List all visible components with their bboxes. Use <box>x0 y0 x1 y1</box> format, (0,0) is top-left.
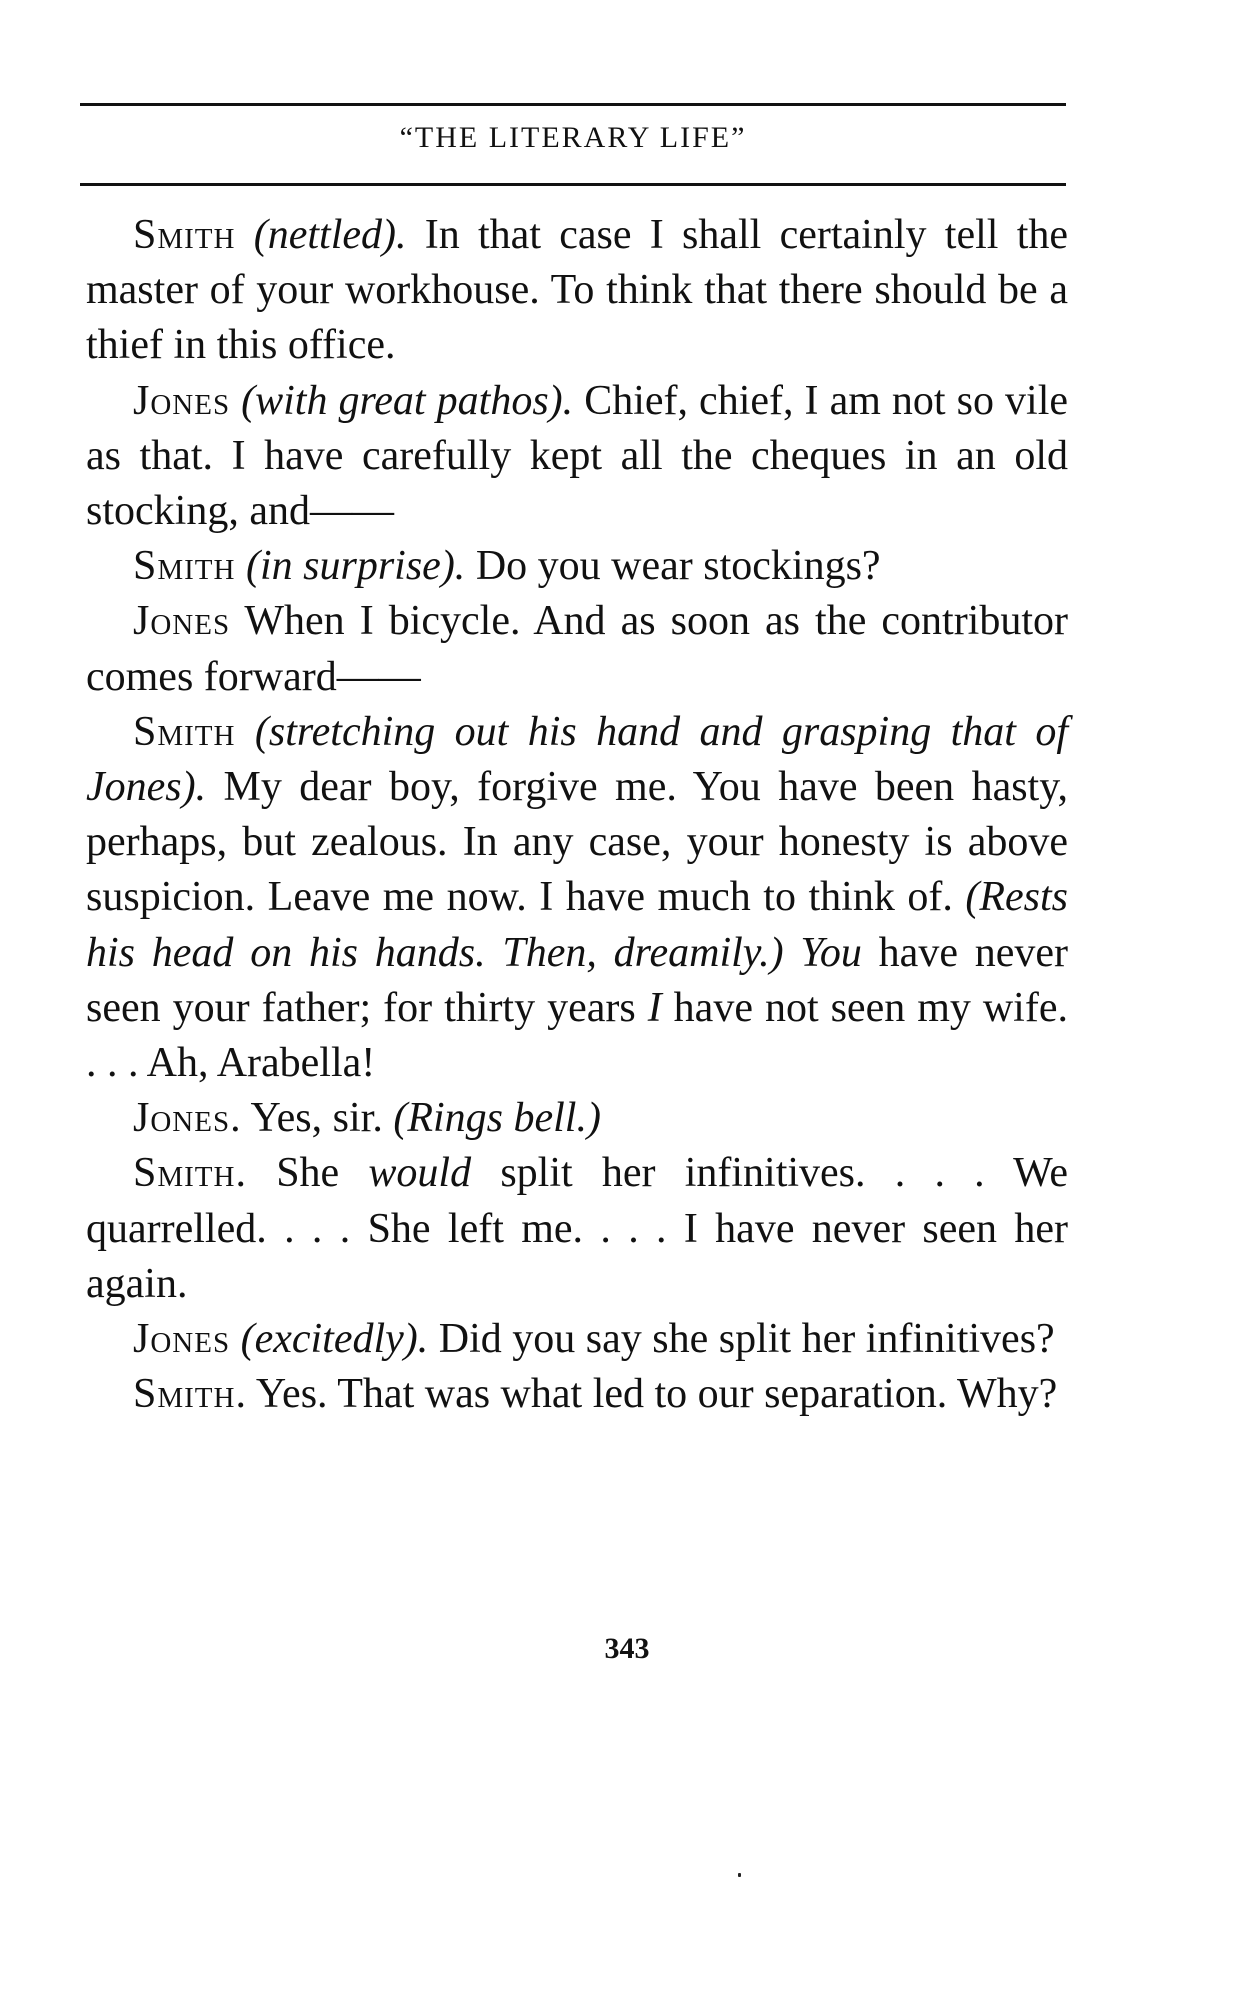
dialogue-text: split her infinitives. . . . We quarrelled. . . . She left me. . . . I have never seen her again. <box>86 1150 1069 1307</box>
dialogue-text: When I bicycle. And as soon as the contributor comes forward—— <box>86 598 1069 700</box>
header-rule-top <box>80 103 1066 106</box>
dialogue-paragraph-9 <box>86 1367 1068 1422</box>
dialogue-text: have never seen your father; for thirty years <box>86 929 1069 1031</box>
dialogue-paragraph-3 <box>86 539 1068 594</box>
dialogue-paragraph-1 <box>86 208 1068 374</box>
stage-direction: (stretching out his hand and grasping that of Jones). <box>86 708 1068 811</box>
dialogue-text: have not seen my wife. . . . Ah, Arabella! <box>86 984 1068 1087</box>
speaker-name: Smith <box>133 708 236 755</box>
dialogue-text: Yes. That was what led to our separation. Why? <box>255 1371 1058 1418</box>
speaker-name: Smith. <box>133 1150 247 1197</box>
print-speck <box>738 1873 741 1877</box>
dialogue-paragraph-5 <box>86 705 1068 1091</box>
dialogue-text: In that case I shall certainly tell the master of your workhouse. To think that there should be a thief in this office. <box>86 212 1068 369</box>
dialogue-paragraph-7 <box>86 1146 1068 1312</box>
speaker-name: Smith <box>133 543 236 590</box>
dialogue-paragraph-6 <box>86 1091 1068 1146</box>
speaker-name: Smith <box>133 212 236 258</box>
dialogue-text: She <box>276 1150 340 1197</box>
stage-direction: (Rings bell.) <box>393 1095 601 1142</box>
dialogue-text: My dear boy, forgive me. You have been hasty, perhaps, but zealous. In any case, your honesty is above suspicion. Leave me now. I have much to think of. <box>86 764 1068 921</box>
page-number: 343 <box>604 1632 650 1665</box>
dialogue-text: Did you say she split her infinitives? <box>438 1316 1055 1363</box>
stage-direction: (in surprise). <box>245 543 466 590</box>
dialogue-paragraph-8 <box>86 1312 1068 1367</box>
speaker-name: Smith. <box>133 1371 247 1418</box>
speaker-name: Jones <box>133 1316 231 1363</box>
dialogue-paragraph-4 <box>86 594 1068 704</box>
stage-direction: (with great pathos). <box>241 377 574 424</box>
running-head: “THE LITERARY LIFE” <box>399 121 747 154</box>
speaker-name: Jones <box>133 598 231 645</box>
dialogue-text: Do you wear stockings? <box>475 543 881 590</box>
emphasis: You <box>800 929 862 976</box>
emphasis: would <box>368 1150 472 1197</box>
dialogue-text: Yes, sir. <box>250 1095 383 1142</box>
stage-direction: (nettled). <box>253 212 407 258</box>
dialogue-body <box>86 208 1068 1422</box>
dialogue-text: Chief, chief, I am not so vile as that. I have carefully kept all the cheques in an old stocking, and—— <box>86 377 1069 535</box>
speaker-name: Jones <box>133 377 231 424</box>
stage-direction: (excitedly). <box>240 1316 429 1363</box>
speaker-name: Jones. <box>133 1095 242 1142</box>
emphasis: I <box>647 984 662 1031</box>
stage-direction: (Rests his head on his hands. Then, dreamily.) <box>86 874 1068 976</box>
dialogue-paragraph-2 <box>86 374 1068 540</box>
header-rule-bottom <box>80 183 1066 186</box>
